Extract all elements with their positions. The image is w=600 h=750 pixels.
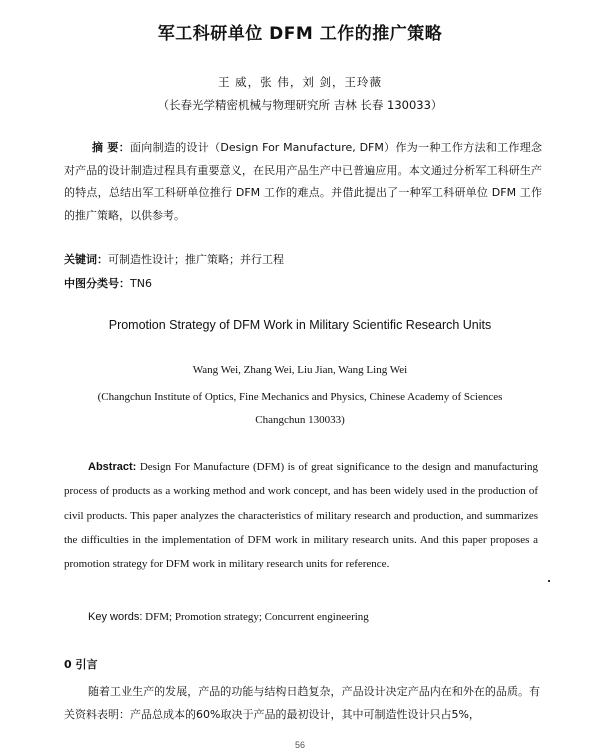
keywords-en: [88, 611, 369, 623]
authors-cn: 王 威，张 伟，刘 剑，王玲薇: [218, 75, 382, 89]
affiliation-en: [76, 386, 524, 432]
abstract-cn-label: 摘 要：: [92, 141, 131, 154]
page-number: 56: [294, 740, 305, 750]
abstract-en: [64, 455, 538, 576]
classification-cn-label: 中图分类号：: [64, 277, 130, 290]
abstract-cn: [64, 137, 542, 227]
keywords-cn: [64, 251, 284, 267]
abstract-cn-text: 面向制造的设计（Design For Manufacture, DFM）作为一种工作方法和工作理念对产品的设计制造过程具有重要意义，在民用产品生产中已普遍应用。本文通过分析军工科研生产的特点，总结出军工科研单位推行 DFM 工作的难点。并借此提出了一种军工科研单位 DFM 工作的推广策略，以供参考。: [64, 141, 542, 222]
abstract-en-text: Design For Manufacture (DFM) is of great significance to the design and manufacturing process of products as a working method and work concept, and has been widely used in the production of civil products. This paper analyzes the characteristics of military research and production, and summarizes the difficulties in the implementation of DFM work in military research units. And this paper proposes a promotion strategy for DFM work in military research units for reference.: [64, 461, 539, 571]
keywords-en-label: Key words:: [88, 611, 143, 623]
keywords-en-text: DFM; Promotion strategy; Concurrent engineering: [145, 611, 369, 623]
body-paragraph: 随着工业生产的发展，产品的功能与结构日趋复杂，产品设计决定产品内在和外在的品质。有关资料表明：产品总成本的60%取决于产品的最初设计，其中可制造性设计只占5%，: [64, 685, 540, 721]
paper-title-cn: 军工科研单位 DFM 工作的推广策略: [157, 24, 443, 44]
classification-cn: [64, 275, 152, 291]
keywords-cn-text: 可制造性设计；推广策略；并行工程: [108, 253, 284, 266]
authors-en: Wang Wei, Zhang Wei, Liu Jian, Wang Ling Wei: [192, 364, 408, 376]
keywords-cn-label: 关键词：: [64, 253, 108, 266]
affiliation-en-line2: Changchun 130033): [255, 414, 345, 426]
scan-speck: [548, 580, 550, 582]
abstract-en-label: Abstract:: [88, 461, 137, 473]
affiliation-en-line1: (Changchun Institute of Optics, Fine Mechanics and Physics, Chinese Academy of Sciences: [97, 391, 503, 403]
classification-cn-text: TN6: [130, 277, 152, 290]
paper-title-en: Promotion Strategy of DFM Work in Military Scientific Research Units: [108, 318, 492, 332]
section-heading: 0 引言: [64, 658, 98, 671]
affiliation-cn: （长春光学精密机械与物理研究所 吉林 长春 130033）: [157, 98, 443, 112]
